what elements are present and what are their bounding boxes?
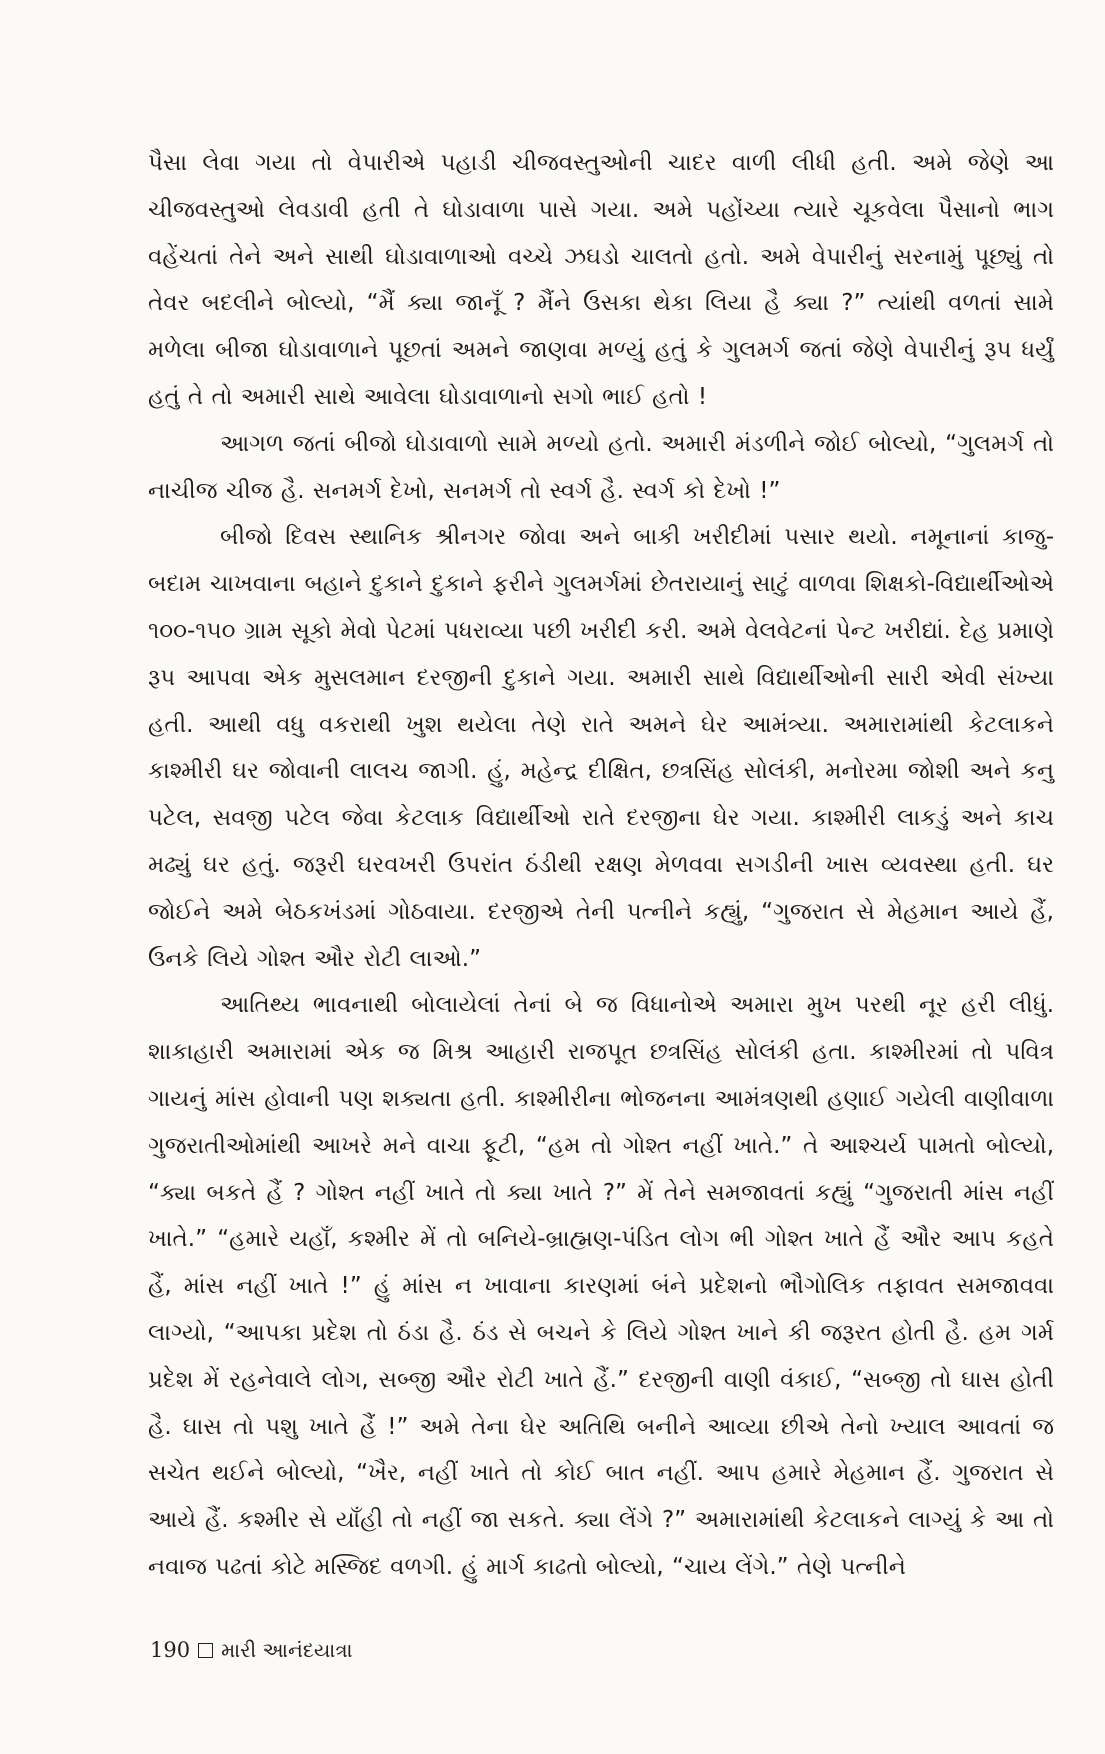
running-title: મારી આનંદયાત્રા (221, 1638, 353, 1662)
square-separator-icon (198, 1643, 213, 1658)
paragraph-3: બીજો દિવસ સ્થાનિક શ્રીનગર જોવા અને બાકી ખરીદીમાં પસાર થયો. નમૂનાનાં કાજુ-બદામ ચાખવાના બહાને દુકાને દુકાને ફરીને ગુલમર્ગમાં છેતરાયાનું સાટું વાળવા શિક્ષકો-વિદ્યાર્થીઓએ ૧૦૦-૧૫૦ ગ્રામ સૂકો મેવો પેટમાં પધરાવ્યા પછી ખરીદી કરી. અમે વેલવેટનાં પેન્ટ ખરીદ્યાં. દેહ પ્રમાણે રૂપ આપવા એક મુસલમાન દરજીની દુકાને ગયા. અમારી સાથે વિદ્યાર્થીઓની સારી એવી સંખ્યા હતી. આથી વધુ વકરાથી ખુશ થયેલા તેણે રાતે અમને ઘેર આમંત્ર્યા. અમારામાંથી કેટલાકને કાશ્મીરી ઘર જોવાની લાલચ જાગી. હું, મહેન્દ્ર દીક્ષિત, છત્રસિંહ સોલંકી, મનોરમા જોશી અને કનુ પટેલ, સવજી પટેલ જેવા કેટલાક વિદ્યાર્થીઓ રાતે દરજીના ઘેર ગયા. કાશ્મીરી લાકડું અને કાચ મઢ્યું ઘર હતું. જરૂરી ઘરવખરી ઉપરાંત ઠંડીથી રક્ષણ મેળવવા સગડીની ખાસ વ્યવસ્થા હતી. ઘર જોઈને અમે બેઠકખંડમાં ગોઠવાયા. દરજીએ તેની પત્નીને કહ્યું, “ગુજરાત સે મેહમાન આયે હૈં, ઉનકે લિયે ગોશ્ત ઔર રોટી લાઓ.” (148, 524, 1054, 972)
page-number: 190 (150, 1638, 191, 1662)
paragraph-1: પૈસા લેવા ગયા તો વેપારીએ પહાડી ચીજવસ્તુઓની ચાદર વાળી લીધી હતી. અમે જેણે આ ચીજવસ્તુઓ લેવડાવી હતી તે ઘોડાવાળા પાસે ગયા. અમે પહોંચ્યા ત્યારે ચૂકવેલા પૈસાનો ભાગ વહેંચતાં તેને અને સાથી ઘોડાવાળાઓ વચ્ચે ઝઘડો ચાલતો હતો. અમે વેપારીનું સરનામું પૂછ્યું તો તેવર બદલીને બોલ્યો, “મૈં ક્યા જાનૂઁ ? મૈંને ઉસકા થેકા લિયા હૈ ક્યા ?” ત્યાંથી વળતાં સામે મળેલા બીજા ઘોડાવાળાને પૂછતાં અમને જાણવા મળ્યું હતું કે ગુલમર્ગ જતાં જેણે વેપારીનું રૂપ ધર્યું હતું તે તો અમારી સાથે આવેલા ઘોડાવાળાનો સગો ભાઈ હતો ! (148, 150, 1054, 410)
page-footer (150, 1636, 353, 1664)
paragraph-2: આગળ જતાં બીજો ઘોડાવાળો સામે મળ્યો હતો. અમારી મંડળીને જોઈ બોલ્યો, “ગુલમર્ગ તો નાચીજ ચીજ હૈ. સનમર્ગ દેખો, સનમર્ગ તો સ્વર્ગ હૈ. સ્વર્ગ કો દેખો !” (148, 430, 1054, 504)
paragraph-4: આતિથ્ય ભાવનાથી બોલાયેલાં તેનાં બે જ વિધાનોએ અમારા મુખ પરથી નૂર હરી લીધું. શાકાહારી અમારામાં એક જ મિશ્ર આહારી રાજપૂત છત્રસિંહ સોલંકી હતા. કાશ્મીરમાં તો પવિત્ર ગાયનું માંસ હોવાની પણ શક્યતા હતી. કાશ્મીરીના ભોજનના આમંત્રણથી હણાઈ ગયેલી વાણીવાળા ગુજરાતીઓમાંથી આખરે મને વાચા ફૂટી, “હમ તો ગોશ્ત નહીં ખાતે.” તે આશ્ચર્ય પામતો બોલ્યો, “ક્યા બકતે હૈં ? ગોશ્ત નહીં ખાતે તો ક્યા ખાતે ?” મેં તેને સમજાવતાં કહ્યું “ગુજરાતી માંસ નહીં ખાતે.” “હમારે યહાઁ, કશ્મીર મેં તો બનિયે-બ્રાહ્મણ-પંડિત લોગ ભી ગોશ્ત ખાતે હૈં ઔર આપ કહતે હૈં, માંસ નહીં ખાતે !” હું માંસ ન ખાવાના કારણમાં બંને પ્રદેશનો ભૌગોલિક તફાવત સમજાવવા લાગ્યો, “આપકા પ્રદેશ તો ઠંડા હૈ. ઠંડ સે બચને કે લિયે ગોશ્ત ખાને કી જરૂરત હોતી હૈ. હમ ગર્મ પ્રદેશ મેં રહનેવાલે લોગ, સબ્જી ઔર રોટી ખાતે હૈં.” દરજીની વાણી વંકાઈ, “સબ્જી તો ઘાસ હોતી હૈ. ઘાસ તો પશુ ખાતે હૈં !” અમે તેના ઘેર અતિથિ બનીને આવ્યા છીએ તેનો ખ્યાલ આવતાં જ સચેત થઈને બોલ્યો, “ખૈર, નહીં ખાતે તો કોઈ બાત નહીં. આપ હમારે મેહમાન હૈં. ગુજરાત સે આયે હૈં. કશ્મીર સે યાઁહી તો નહીં જા સકતે. ક્યા લેંગે ?” અમારામાંથી કેટલાકને લાગ્યું કે આ તો નવાજ પઢતાં કોટે મસ્જિદ વળગી. હું માર્ગ કાઢતો બોલ્યો, “ચાય લેંગે.” તેણે પત્નીને (148, 992, 1054, 1580)
body-text (148, 140, 1054, 1591)
